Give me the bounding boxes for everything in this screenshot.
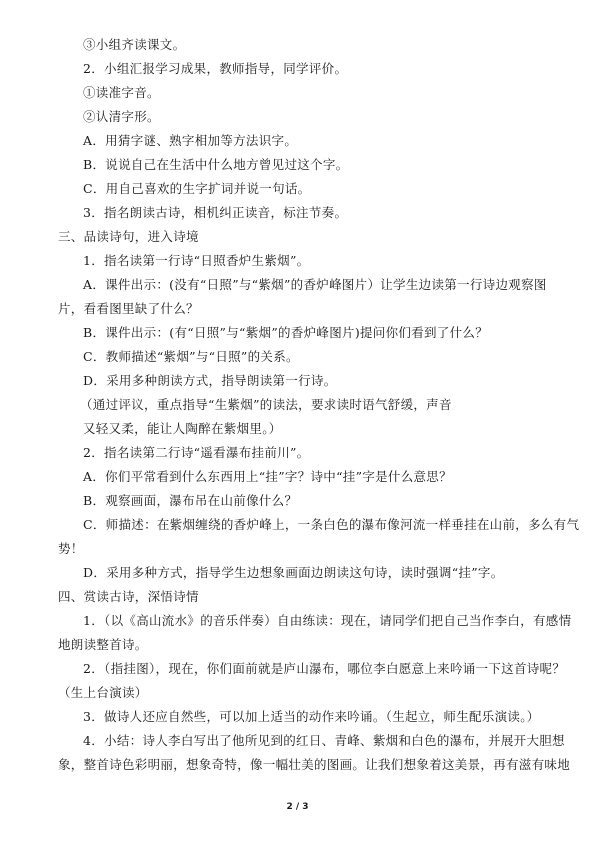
text-line: C．教师描述“紫烟”与“日照”的关系。 [83, 349, 299, 364]
document-body [58, 37, 580, 781]
text-line: 1．指名读第一行诗“日照香炉生紫烟”。 [83, 253, 310, 268]
text-line: B．观察画面，瀑布吊在山前像什么？ [83, 493, 298, 508]
text-line: 片，看看图里缺了什么？ [58, 301, 199, 316]
page-number: 2 / 3 [286, 802, 309, 812]
text-line: 地朗读整首诗。 [58, 637, 148, 652]
text-line: ①读准字音。 [83, 85, 160, 100]
text-line: 势！ [58, 541, 84, 556]
text-line: A．用猜字谜、熟字相加等方法识字。 [83, 133, 298, 148]
text-line: 3．指名朗读古诗，相机纠正读音，标注节奏。 [83, 205, 348, 220]
text-line: B．说说自己在生活中什么地方曾见过这个字。 [83, 157, 349, 172]
text-line: D．采用多种朗读方式，指导朗读第一行诗。 [83, 373, 337, 388]
text-line: A．课件出示：(没有“日照”与“紫烟”的香炉峰图片）让学生边读第一行诗边观察图 [83, 277, 547, 292]
text-line: 象，整首诗色彩明丽，想象奇特，像一幅壮美的图画。让我们想象着这美景，再有滋有味地 [58, 757, 571, 772]
text-line: （通过评议，重点指导“生紫烟”的读法，要求读时语气舒缓，声音 [80, 397, 452, 412]
text-line: C．师描述：在紫烟缠绕的香炉峰上，一条白色的瀑布像河流一样垂挂在山前，多么有气 [83, 517, 580, 532]
text-line: ②认清字形。 [83, 109, 160, 124]
text-line: 3．做诗人还应自然些，可以加上适当的动作来吟诵。（生起立，师生配乐演读。） [83, 709, 540, 724]
text-line: 又轻又柔，能让人陶醉在紫烟里。） [83, 421, 282, 436]
text-line: B．课件出示：(有“日照”与“紫烟”的香炉峰图片)提问你们看到了什么？ [83, 325, 489, 340]
text-line: 2．指名读第二行诗“遥看瀑布挂前川”。 [83, 445, 310, 460]
section-heading: 四、赏读古诗，深悟诗情 [58, 589, 199, 604]
section-heading: 三、品读诗句，进入诗境 [58, 229, 199, 244]
text-line: C．用自己喜欢的生字扩词并说一句话。 [83, 181, 311, 196]
text-line: 2．（指挂图），现在，你们面前就是庐山瀑布，哪位李白愿意上来吟诵一下这首诗呢？ [83, 661, 566, 676]
text-line: 4．小结：诗人李白写出了他所见到的红日、青峰、紫烟和白色的瀑布，并展开大胆想 [83, 733, 565, 748]
text-line: 1．（以《高山流水》的音乐伴奏）自由练读：现在，请同学们把自己当作李白，有感情 [83, 613, 572, 628]
text-line: （生上台演读） [58, 685, 148, 700]
text-line: D．采用多种方式，指导学生边想象画面边朗读这句诗，读时强调“挂”字。 [83, 565, 504, 580]
text-line: ③小组齐读课文。 [83, 37, 186, 52]
text-line: 2．小组汇报学习成果，教师指导，同学评价。 [83, 61, 348, 76]
text-line: A．你们平常看到什么东西用上“挂”字？诗中“挂”字是什么意思？ [83, 469, 452, 484]
